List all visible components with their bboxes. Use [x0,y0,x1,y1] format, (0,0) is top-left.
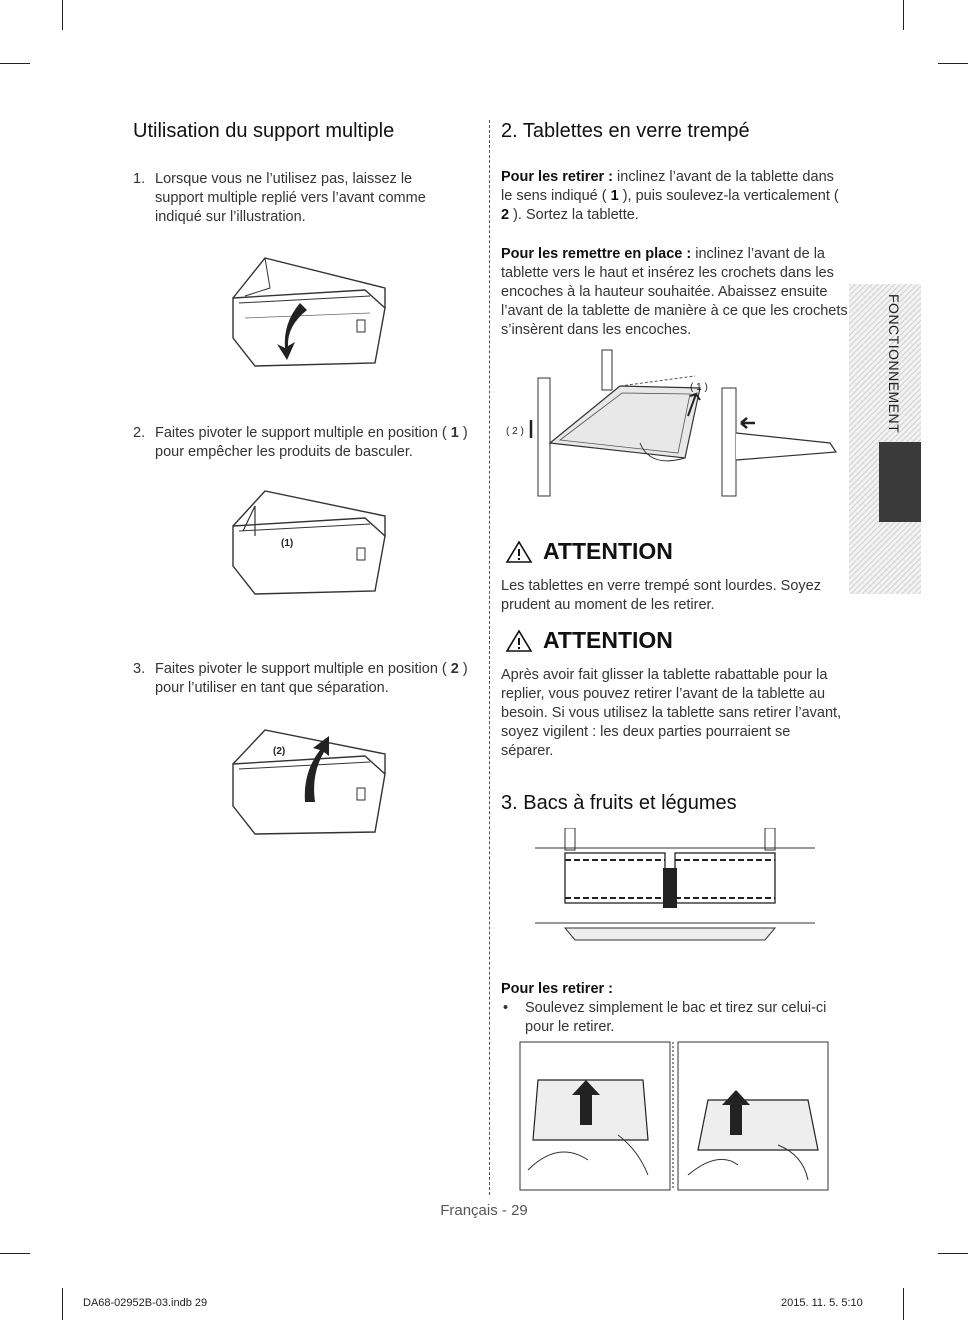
figure-support-position-2 [225,722,395,842]
crop-mark [903,0,904,30]
step-text: Faites pivoter le support multiple en position ( 1 ) pour empêcher les produits de basculer. [155,425,468,460]
attention-text-2: Après avoir fait glisser la tablette rabattable pour la replier, vous pouvez retirer l’avant de la tablette au besoin. Si vous utilisez la tablette sans retirer l’avant, soyez vigilent : les deux parties pourraient se séparer. [501,667,842,759]
step-2 [133,424,473,462]
figure-lift-drawer [518,1040,830,1192]
figure-support-folded [225,248,395,368]
bullet-dot: • [503,1000,509,1016]
page-number: Français - 29 [440,1202,528,1219]
figure-crisper-drawers [535,828,815,943]
column-divider [489,120,490,1195]
crop-mark [0,63,30,64]
shelf-label-1: ( 1 ) [690,382,708,393]
crop-mark [938,63,968,64]
section-title-crisper: 3. Bacs à fruits et légumes [501,792,737,814]
shelf-label-2: ( 2 ) [506,426,524,437]
print-footer-left: DA68-02952B-03.indb 29 [83,1297,208,1309]
step-text: Faites pivoter le support multiple en position ( 2 ) pour l’utiliser en tant que séparation. [155,661,468,696]
attention-text-1: Les tablettes en verre trempé sont lourdes. Soyez prudent au moment de les retirer. [501,578,821,613]
attention-heading-2: ATTENTION [505,627,673,654]
crop-mark [903,1288,904,1320]
figure-support-position-1 [225,486,395,596]
shelf-replace-paragraph: Pour les remettre en place : inclinez l’avant de la tablette vers le haut et insérez les crochets dans les encoches à la hauteur souhaitée. Abaissez ensuite l’avant de la tablette de manière à ce que les crochets s’insèrent dans les encoches. [501,246,848,338]
step-1 [133,170,463,227]
crop-mark [0,1253,30,1254]
section-title-glass-shelves: 2. Tablettes en verre trempé [501,120,750,142]
step-3 [133,660,473,698]
section-title-multi-support: Utilisation du support multiple [133,120,395,142]
shelf-remove-paragraph: Pour les retirer : inclinez l’avant de la tablette dans le sens indiqué ( 1 ), puis soulevez-la verticalement ( 2 ). Sortez la tablette. [501,169,839,223]
crop-mark [938,1253,968,1254]
attention-heading-1: ATTENTION [505,538,673,565]
figure-glass-shelf [500,348,850,498]
figure-label-2: (2) [273,746,286,757]
figure-label-1: (1) [281,538,294,549]
step-number: 2. [133,425,146,441]
side-tab-label-wrap [849,284,921,444]
crop-mark [62,0,63,30]
warning-icon [505,629,533,653]
side-tab-label: FONCTIONNEMENT [886,294,902,434]
step-number: 3. [133,661,146,677]
print-footer-right: 2015. 11. 5. 5:10 [781,1297,863,1309]
step-text: Lorsque vous ne l’utilisez pas, laissez le support multiple replié vers l’avant comme indiqué sur l’illustration. [155,171,426,225]
crisper-remove-label: Pour les retirer : [501,981,614,997]
warning-icon [505,540,533,564]
crisper-bullet: • Soulevez simplement le bac et tirez sur celui-ci pour le retirer. [503,1000,827,1035]
crop-mark [62,1288,63,1320]
chapter-side-tab [849,284,921,594]
step-number: 1. [133,171,146,187]
